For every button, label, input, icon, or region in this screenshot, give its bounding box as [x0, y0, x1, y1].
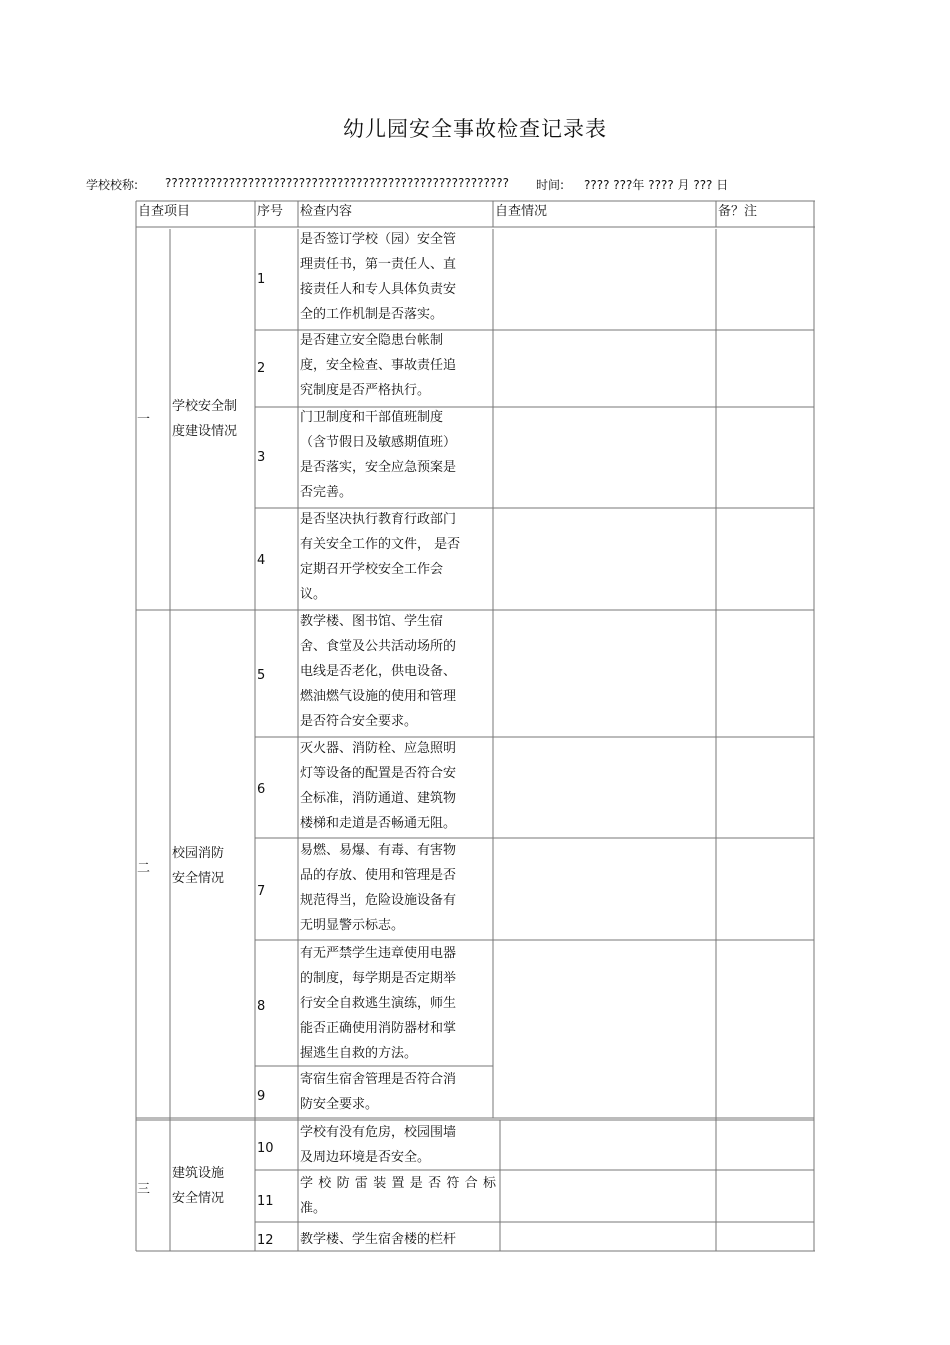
date-value: ???? ???年 ???? 月 ??? 日 — [584, 178, 729, 192]
column-header-result: 自查情况 — [495, 204, 548, 219]
section-number: 一 — [137, 412, 151, 427]
item-number: 4 — [257, 553, 266, 568]
school-name-value: ?????????????????????????????????????????????????????? — [165, 176, 509, 190]
section-category: 学校安全制 度建设情况 — [172, 399, 238, 439]
column-header-remark: 备？注 — [718, 204, 758, 219]
column-header-item: 自查项目 — [138, 204, 191, 219]
item-number: 9 — [257, 1089, 266, 1104]
item-number: 3 — [257, 450, 266, 465]
item-content: 易燃、易爆、有毒、有害物 品的存放、使用和管理是否 规范得当，危险设施设备有 无明显警示标志。 — [300, 843, 457, 933]
item-number: 11 — [257, 1194, 274, 1209]
item-number: 5 — [257, 668, 266, 683]
school-name-label: 学校校称: — [86, 178, 139, 192]
time-label: 时间: — [536, 178, 565, 192]
item-content: 学校有没有危房，校园围墙 及周边环境是否安全。 — [300, 1125, 457, 1165]
item-number: 8 — [257, 999, 266, 1014]
item-content: 是否签订学校（园）安全管 理责任书，第一责任人、直 接责任人和专人具体负责安 全的工作机制是否落实。 — [300, 232, 457, 322]
item-content: 灭火器、消防栓、应急照明 灯等设备的配置是否符合安 全标准，消防通道、建筑物 楼梯和走道是否畅通无阻。 — [300, 741, 457, 831]
section-number: 二 — [137, 861, 151, 876]
column-header-no: 序号 — [257, 204, 284, 219]
page-title: 幼儿园安全事故检查记录表 — [343, 117, 607, 141]
item-content: 寄宿生宿舍管理是否符合消 防安全要求。 — [300, 1072, 457, 1112]
section-category: 建筑设施 安全情况 — [172, 1166, 225, 1206]
item-content: 是否坚决执行教育行政部门 有关安全工作的文件， 是否 定期召开学校安全工作会 议。 — [300, 512, 461, 602]
section-category: 校园消防 安全情况 — [172, 846, 225, 886]
item-number: 2 — [257, 361, 266, 376]
item-content: 教学楼、学生宿舍楼的栏杆 — [300, 1232, 457, 1247]
item-number: 7 — [257, 884, 266, 899]
item-number: 6 — [257, 782, 266, 797]
item-number: 1 — [257, 272, 266, 287]
item-number: 12 — [257, 1233, 274, 1248]
item-content: 门卫制度和干部值班制度 （含节假日及敏感期值班） 是否落实，安全应急预案是 否完善。 — [300, 410, 457, 500]
item-content: 教学楼、图书馆、学生宿 舍、食堂及公共活动场所的 电线是否老化，供电设备、 燃油燃气设施的使用和管理 是否符合安全要求。 — [300, 614, 457, 729]
item-content: 有无严禁学生违章使用电器 的制度，每学期是否定期举 行安全自救逃生演练，师生 能否正确使用消防器材和掌 握逃生自救的方法。 — [300, 946, 457, 1061]
item-content: 学校防雷装置是否符合标 准。 — [300, 1176, 496, 1216]
item-content: 是否建立安全隐患台帐制 度，安全检查、事故责任追 究制度是否严格执行。 — [300, 333, 457, 398]
item-number: 10 — [257, 1141, 274, 1156]
section-number: 三 — [137, 1182, 151, 1197]
column-header-content: 检查内容 — [300, 204, 353, 219]
